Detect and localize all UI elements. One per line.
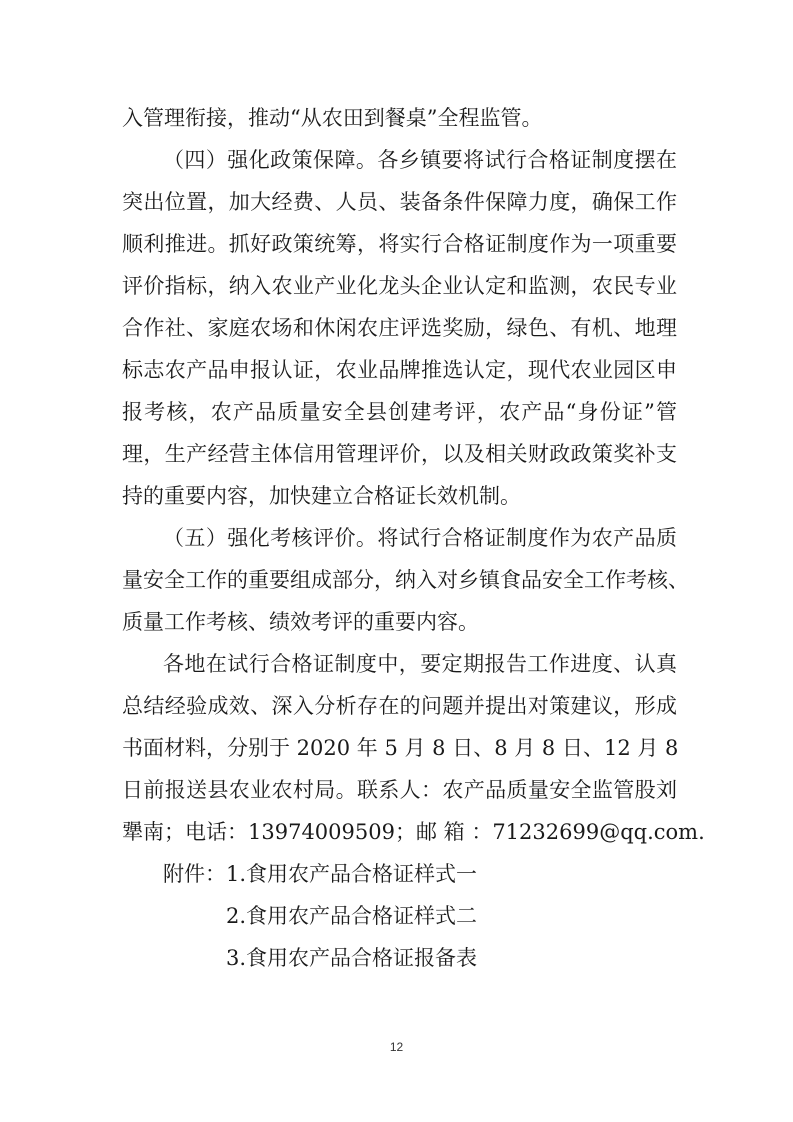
page-number: 12 <box>389 1040 404 1054</box>
paragraph-line: 合作社、家庭农场和休闲农庄评选奖励，绿色、有机、地理 <box>122 316 677 340</box>
paragraph-line: 持的重要内容，加快建立合格证长效机制。 <box>122 484 521 508</box>
paragraph-line: 入管理衔接，推动“从农田到餐桌”全程监管。 <box>122 106 543 130</box>
paragraph-line: （五）强化考核评价。将试行合格证制度作为农产品质 <box>163 526 677 550</box>
attachment-item-3: 3.食用农产品合格证报备表 <box>226 946 478 970</box>
paragraph-line: 报考核，农产品质量安全县创建考评，农产品“身份证”管 <box>122 400 677 424</box>
paragraph-line: （四）强化政策保障。各乡镇要将试行合格证制度摆在 <box>163 148 677 172</box>
paragraph-line: 评价指标，纳入农业产业化龙头企业认定和监测，农民专业 <box>122 274 677 298</box>
attachments-label: 附件： <box>163 862 226 886</box>
paragraph-line: 突出位置，加大经费、人员、装备条件保障力度，确保工作 <box>122 190 677 214</box>
paragraph-line: 量安全工作的重要组成部分，纳入对乡镇食品安全工作考核、 <box>122 568 689 592</box>
paragraph-line: 质量工作考核、绩效考评的重要内容。 <box>122 610 479 634</box>
attachment-item-2: 2.食用农产品合格证样式二 <box>226 904 478 928</box>
paragraph-line: 犟南；电话：13974009509；邮 箱 ：71232699@qq.com. <box>122 820 705 844</box>
paragraph-line: 标志农产品申报认证，农业品牌推选认定，现代农业园区申 <box>122 358 677 382</box>
paragraph-line: 理，生产经营主体信用管理评价，以及相关财政政策奖补支 <box>122 442 677 466</box>
paragraph-line: 各地在试行合格证制度中，要定期报告工作进度、认真 <box>163 652 677 676</box>
paragraph-line: 总结经验成效、深入分析存在的问题并提出对策建议，形成 <box>122 694 677 718</box>
paragraph-line: 日前报送县农业农村局。联系人：农产品质量安全监管股刘 <box>122 778 677 802</box>
attachment-item <box>163 860 493 888</box>
attachment-item-1: 1.食用农产品合格证样式一 <box>226 862 478 886</box>
paragraph-line: 书面材料，分别于 2020 年 5 月 8 日、8 月 8 日、12 月 8 <box>122 736 679 760</box>
paragraph-line: 顺利推进。抓好政策统筹，将实行合格证制度作为一项重要 <box>122 232 677 256</box>
